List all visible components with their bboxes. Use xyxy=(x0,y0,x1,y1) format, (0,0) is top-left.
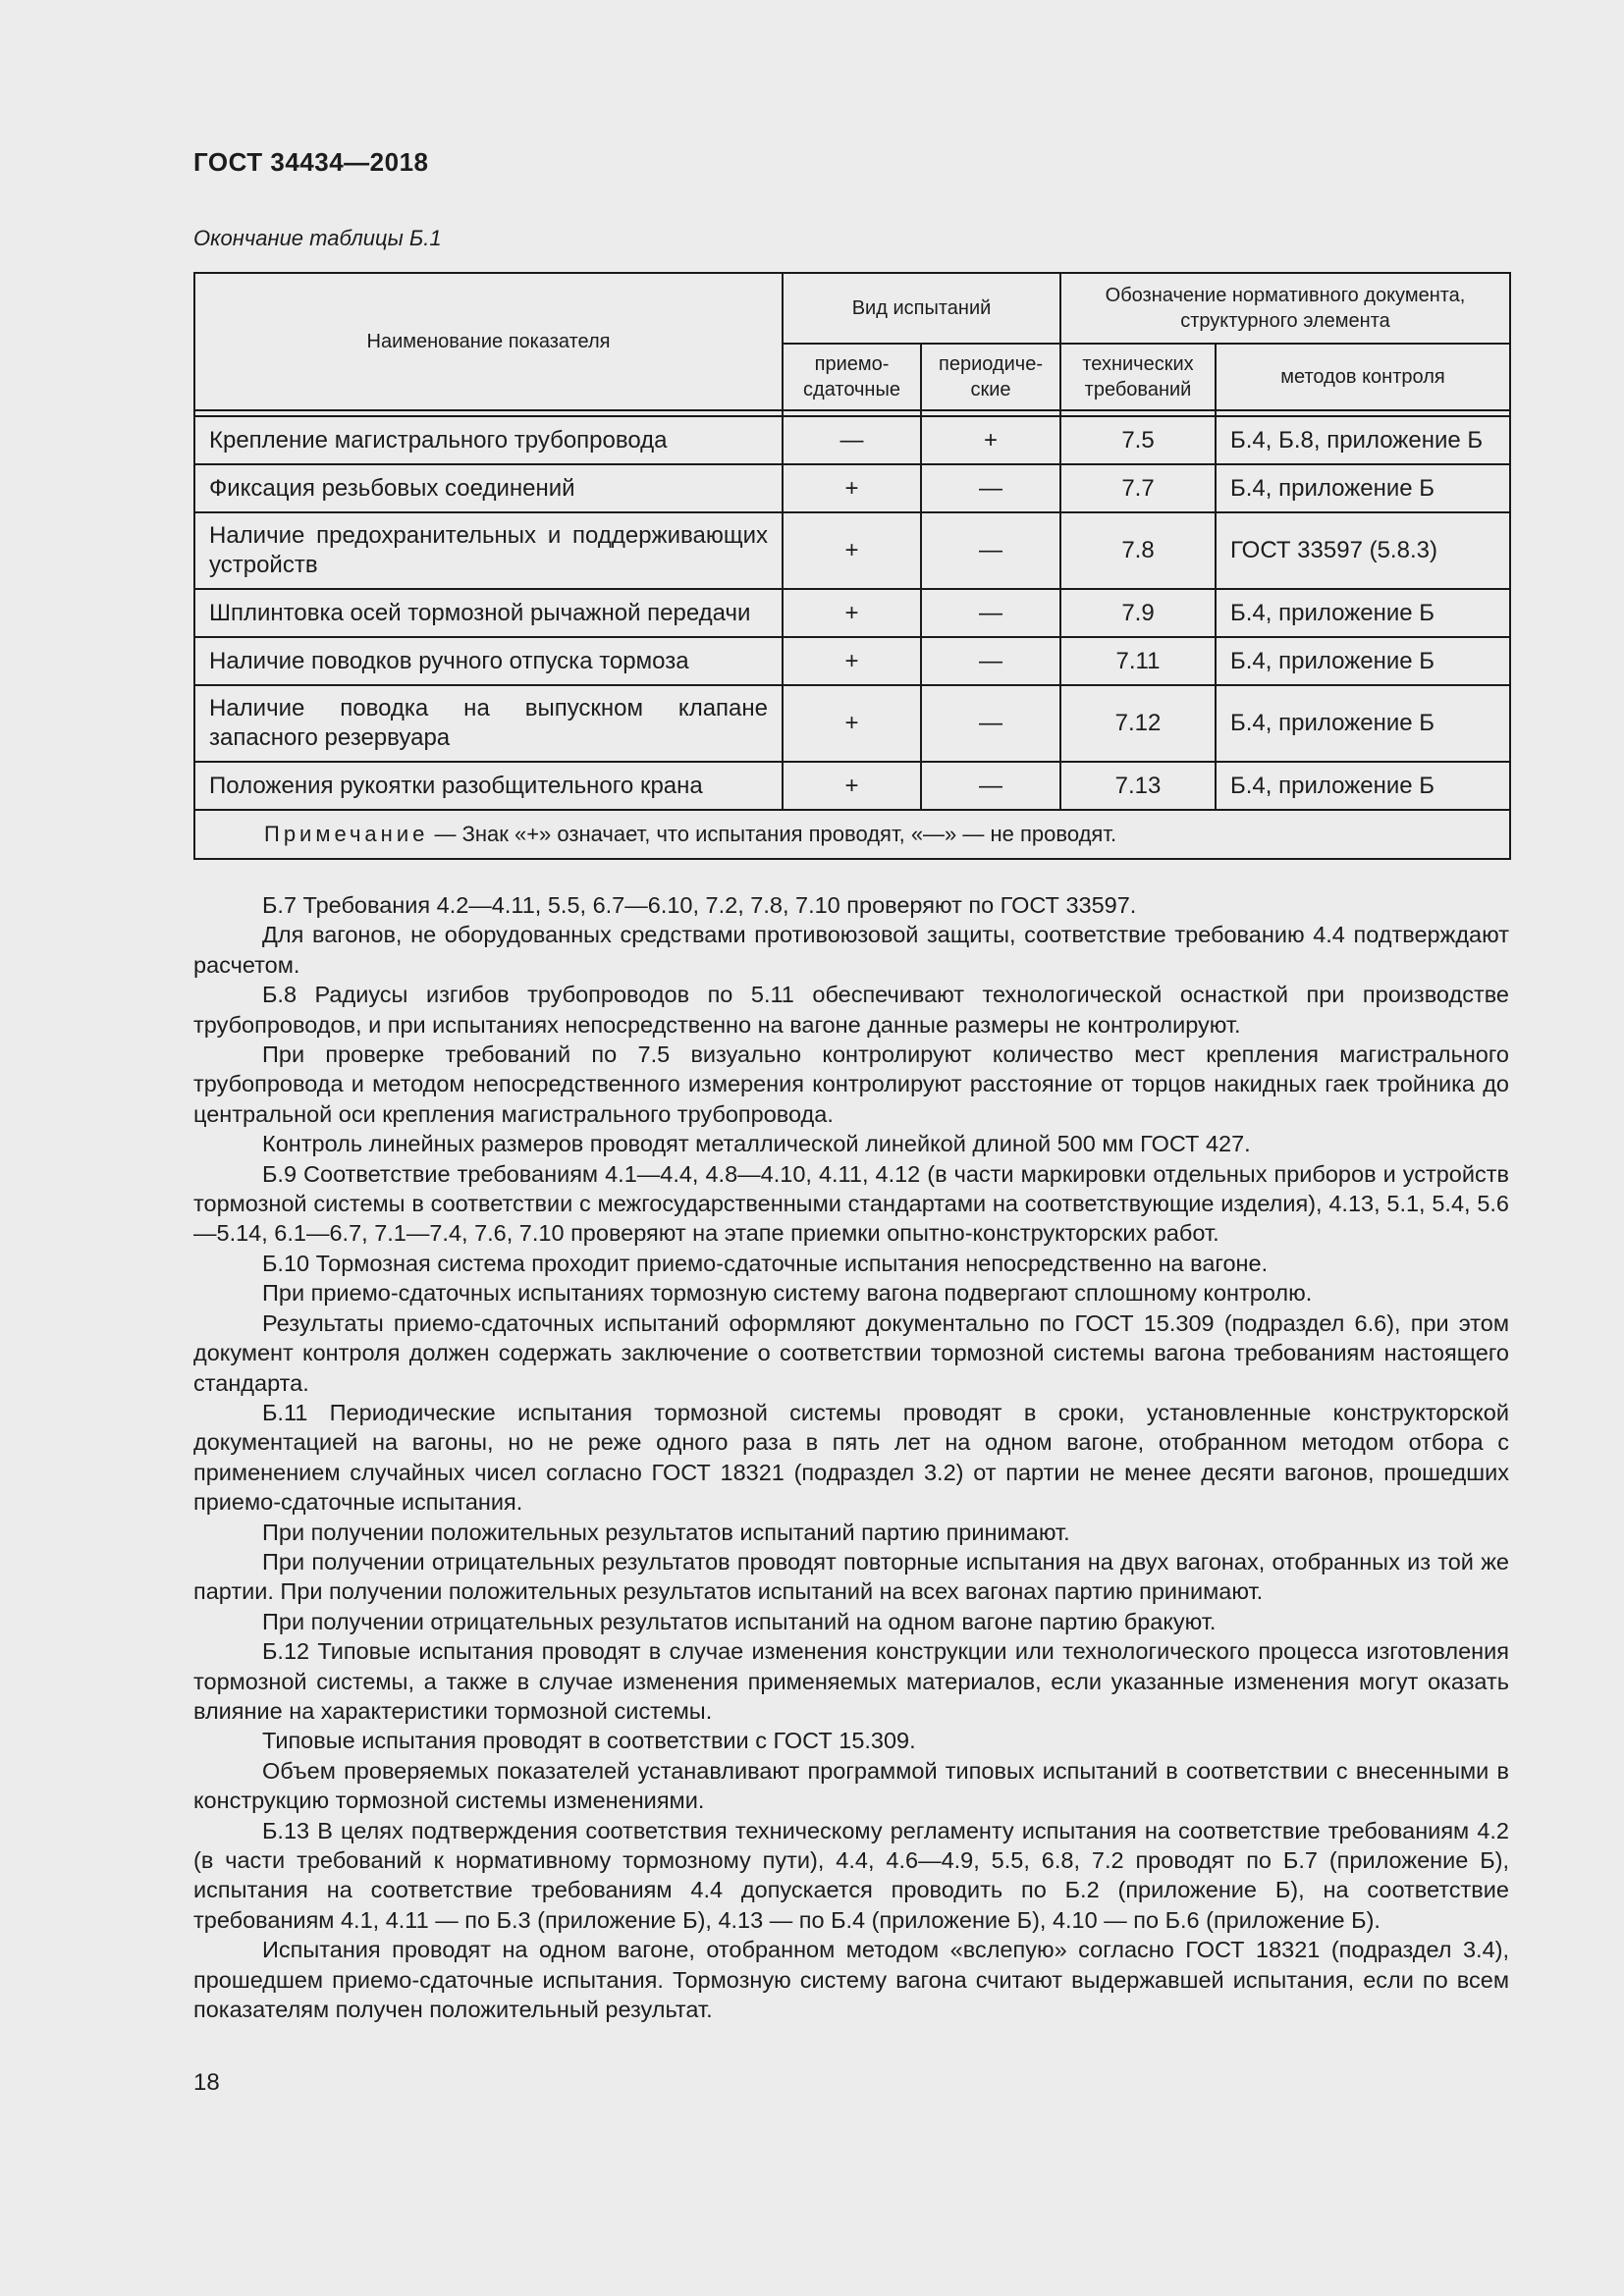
cell-tech-req: 7.12 xyxy=(1060,685,1216,762)
cell-tech-req: 7.9 xyxy=(1060,589,1216,637)
paragraph: При получении положительных результатов испытаний партию принимают. xyxy=(262,1519,1070,1545)
paragraph: Контроль линейных размеров проводят металлической линейкой длиной 500 мм ГОСТ 427. xyxy=(262,1131,1251,1157)
paragraph: Типовые испытания проводят в соответствии с ГОСТ 15.309. xyxy=(262,1728,916,1754)
cell-name: Фиксация резьбовых соединений xyxy=(194,464,783,512)
cell-methods: Б.4, приложение Б xyxy=(1216,637,1510,685)
table-row xyxy=(194,512,1510,589)
paragraph: Б.11 Периодические испытания тормозной системы проводят в сроки, установленные конструкторской документацией на вагоны, но не реже одного раза в пять лет на одном вагоне, отобранном методом отбора с применением случайных чисел согласно ГОСТ 18321 (подраздел 3.2) от партии не менее десяти вагонов, прошедших приемо-сдаточные испытания. xyxy=(193,1399,1509,1516)
column-header-tech-req: технических требований xyxy=(1060,344,1216,410)
column-header-acceptance: приемо- сдаточные xyxy=(783,344,921,410)
cell-periodic: — xyxy=(921,589,1060,637)
column-header-methods: методов контроля xyxy=(1216,344,1510,410)
cell-tech-req: 7.5 xyxy=(1060,416,1216,464)
cell-tech-req: 7.11 xyxy=(1060,637,1216,685)
paragraph: При получении отрицательных результатов испытаний на одном вагоне партию бракуют. xyxy=(262,1608,1217,1634)
cell-acceptance: + xyxy=(783,762,921,810)
table-row xyxy=(194,464,1510,512)
cell-periodic: + xyxy=(921,416,1060,464)
note-text: — Знак «+» означает, что испытания проводят, «—» — не проводят. xyxy=(428,822,1117,846)
cell-methods: Б.4, приложение Б xyxy=(1216,762,1510,810)
table-row xyxy=(194,589,1510,637)
cell-periodic: — xyxy=(921,512,1060,589)
paragraph: При получении отрицательных результатов проводят повторные испытания на двух вагонах, отобранных из той же партии. При получении положительных результатов испытаний на всех вагонах партию принимают. xyxy=(193,1548,1509,1605)
column-header-periodic: периодиче- ские xyxy=(921,344,1060,410)
paragraph: Объем проверяемых показателей устанавливают программой типовых испытаний в соответствии с внесенными в конструкцию тормозной системы изменениями. xyxy=(193,1757,1509,1814)
cell-name: Шплинтовка осей тормозной рычажной передачи xyxy=(194,589,783,637)
paragraph: Б.13 В целях подтверждения соответствия техническому регламенту испытания на соответствие требованиям 4.2 (в части требований к нормативному тормозному пути), 4.4, 4.6—4.9, 5.5, 6.8, 7.2 проводят по Б.7 (приложение Б), испытания на соответствие требованиям 4.4 допускается проводить по Б.2 (приложение Б), на соответствие требованиям 4.1, 4.11 — по Б.3 (приложение Б), 4.13 — по Б.4 (приложение Б), 4.10 — по Б.6 (приложение Б). xyxy=(193,1817,1509,1933)
paragraph: При приемо-сдаточных испытаниях тормозную систему вагона подвергают сплошному контролю. xyxy=(262,1280,1313,1307)
cell-tech-req: 7.13 xyxy=(1060,762,1216,810)
cell-acceptance: + xyxy=(783,589,921,637)
paragraph: Для вагонов, не оборудованных средствами противоюзовой защиты, соответствие требованию 4.4 подтверждают расчетом. xyxy=(193,922,1509,978)
cell-name: Положения рукоятки разобщительного крана xyxy=(194,762,783,810)
cell-name: Наличие предохранительных и поддерживающих устройств xyxy=(194,512,783,589)
column-header-test-type: Вид испытаний xyxy=(783,273,1060,344)
cell-tech-req: 7.8 xyxy=(1060,512,1216,589)
table-caption: Окончание таблицы Б.1 xyxy=(193,226,442,250)
paragraph: Б.7 Требования 4.2—4.11, 5.5, 6.7—6.10, 7.2, 7.8, 7.10 проверяют по ГОСТ 33597. xyxy=(262,892,1137,918)
paragraph: Б.9 Соответствие требованиям 4.1—4.4, 4.8—4.10, 4.11, 4.12 (в части маркировки отдельных приборов и устройств тормозной системы в соответствии с межгосударственными стандартами на соответствующие изделия), 4.13, 5.1, 5.4, 5.6—5.14, 6.1—6.7, 7.1—7.4, 7.6, 7.10 проверяют на этапе приемки опытно-конструкторских работ. xyxy=(193,1160,1509,1247)
cell-name: Крепление магистрального трубопровода xyxy=(194,416,783,464)
table-note-row xyxy=(194,810,1510,859)
table-row xyxy=(194,685,1510,762)
cell-methods: ГОСТ 33597 (5.8.3) xyxy=(1216,512,1510,589)
cell-acceptance: — xyxy=(783,416,921,464)
note-label: Примечание xyxy=(264,822,429,846)
cell-methods: Б.4, приложение Б xyxy=(1216,685,1510,762)
cell-methods: Б.4, Б.8, приложение Б xyxy=(1216,416,1510,464)
cell-name: Наличие поводка на выпускном клапане запасного резервуара xyxy=(194,685,783,762)
cell-acceptance: + xyxy=(783,685,921,762)
cell-acceptance: + xyxy=(783,637,921,685)
column-header-normative: Обозначение нормативного документа, структурного элемента xyxy=(1060,273,1510,344)
paragraph: Б.12 Типовые испытания проводят в случае изменения конструкции или технологического процесса изготовления тормозной системы, а также в случае изменения применяемых материалов, если указанные изменения могут оказать влияние на характеристики тормозной системы. xyxy=(193,1638,1509,1724)
paragraph: Испытания проводят на одном вагоне, отобранном методом «вслепую» согласно ГОСТ 18321 (подраздел 3.4), прошедшем приемо-сдаточные испытания. Тормозную систему вагона считают выдержавшей испытания, если по всем показателям получен положительный результат. xyxy=(193,1937,1509,2023)
table-note xyxy=(194,810,1510,859)
cell-acceptance: + xyxy=(783,512,921,589)
cell-periodic: — xyxy=(921,464,1060,512)
cell-tech-req: 7.7 xyxy=(1060,464,1216,512)
cell-methods: Б.4, приложение Б xyxy=(1216,464,1510,512)
body-text xyxy=(193,890,1509,2024)
table-row xyxy=(194,637,1510,685)
paragraph: Б.10 Тормозная система проходит приемо-сдаточные испытания непосредственно на вагоне. xyxy=(262,1250,1269,1276)
paragraph: Результаты приемо-сдаточных испытаний оформляют документально по ГОСТ 15.309 (подраздел 6.6), при этом документ контроля должен содержать заключение о соответствии тормозной системы вагона требованиям настоящего стандарта. xyxy=(193,1309,1509,1396)
cell-name: Наличие поводков ручного отпуска тормоза xyxy=(194,637,783,685)
cell-periodic: — xyxy=(921,637,1060,685)
cell-periodic: — xyxy=(921,685,1060,762)
paragraph: Б.8 Радиусы изгибов трубопроводов по 5.11 обеспечивают технологической оснасткой при производстве трубопроводов, и при испытаниях непосредственно на вагоне данные размеры не контролируют. xyxy=(193,982,1509,1038)
table-row xyxy=(194,416,1510,464)
cell-periodic: — xyxy=(921,762,1060,810)
requirements-table xyxy=(193,272,1511,860)
page-number: 18 xyxy=(193,2069,220,2096)
cell-methods: Б.4, приложение Б xyxy=(1216,589,1510,637)
table-row xyxy=(194,762,1510,810)
paragraph: При проверке требований по 7.5 визуально контролируют количество мест крепления магистрального трубопровода и методом непосредственного измерения контролируют расстояние от торцов накидных гаек тройника до центральной оси крепления магистрального трубопровода. xyxy=(193,1041,1509,1127)
column-header-name: Наименование показателя xyxy=(194,273,783,410)
cell-acceptance: + xyxy=(783,464,921,512)
document-title: ГОСТ 34434—2018 xyxy=(193,147,429,177)
